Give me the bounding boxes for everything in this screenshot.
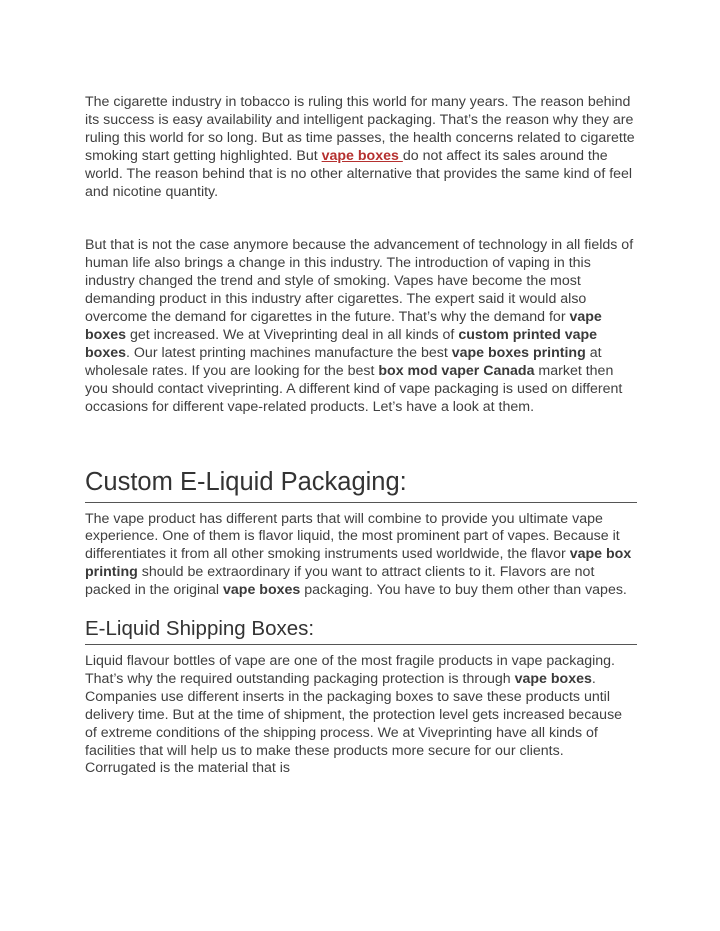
bold-keyword: vape boxes <box>514 670 592 687</box>
text-run: do not affect its sales around the world. The reason behind that is no other alternative that provides the same kind of feel and nicotine quantity. <box>85 147 633 200</box>
text-run: The vape product has different parts that will combine to provide you ultimate vape experience. One of them is flavor liquid, the most prominent part of vapes. Because it differentiates it from all other smoking instruments used worldwide, the flavor <box>85 510 620 563</box>
text-run: The cigarette industry in tobacco is ruling this world for many years. The reason behind its success is easy availability and intelligent packaging. That’s the reason why they are ruling this world for so long. But as time passes, the health concerns related to cigarette smoking start getting highlighted. But <box>85 94 635 164</box>
text-run: market then you should contact viveprinting. A different kind of vape packaging is used on different occasions for different vape-related products. Let’s have a look at them. <box>85 362 623 415</box>
paragraph-shipping-boxes <box>85 653 637 778</box>
bold-keyword: vape boxes <box>85 309 602 343</box>
text-run: Liquid flavour bottles of vape are one of the most fragile products in vape packaging. That’s why the required outstanding packaging protection is through <box>85 653 615 687</box>
paragraph-intro <box>85 94 637 201</box>
text-run: . Companies use different inserts in the packaging boxes to save these products until delivery time. But at the time of shipment, the protection level gets increased because of extreme conditions of the shipping process. We at Viveprinting have all kinds of facilities that will help us to make these products more secure for our clients. Corrugated is the material that is <box>85 670 623 777</box>
bold-keyword: vape box printing <box>85 546 632 581</box>
bold-keyword: custom printed vape boxes <box>85 326 598 361</box>
text-run: at wholesale rates. If you are looking for the best <box>85 344 602 379</box>
bold-keyword: vape boxes <box>223 582 301 599</box>
bold-keyword: box mod vaper Canada <box>378 362 535 379</box>
text-run: should be extraordinary if you want to attract clients to it. Flavors are not packed in the original <box>85 564 595 599</box>
bold-keyword: vape boxes printing <box>451 344 586 361</box>
text-run: . Our latest printing machines manufacture the best <box>126 344 452 361</box>
heading-e-liquid-shipping-boxes: E-Liquid Shipping Boxes: <box>85 616 637 645</box>
document-page <box>85 94 637 778</box>
heading-custom-e-liquid-packaging: Custom E-Liquid Packaging: <box>85 467 637 503</box>
text-run: packaging. You have to buy them other than vapes. <box>300 582 627 599</box>
paragraph-e-liquid-packaging <box>85 511 637 601</box>
text-run: get increased. We at Viveprinting deal in all kinds of <box>126 326 459 343</box>
vape-boxes-link[interactable]: vape boxes <box>321 147 403 164</box>
text-run: But that is not the case anymore because the advancement of technology in all fields of human life also brings a change in this industry. The introduction of vaping in this industry changed the trend and style of smoking. Vapes have become the most demanding product in this industry after cigarettes. The expert said it would also overcome the demand for cigarettes in the future. That’s why the demand for <box>85 237 634 326</box>
paragraph-technology <box>85 237 637 416</box>
